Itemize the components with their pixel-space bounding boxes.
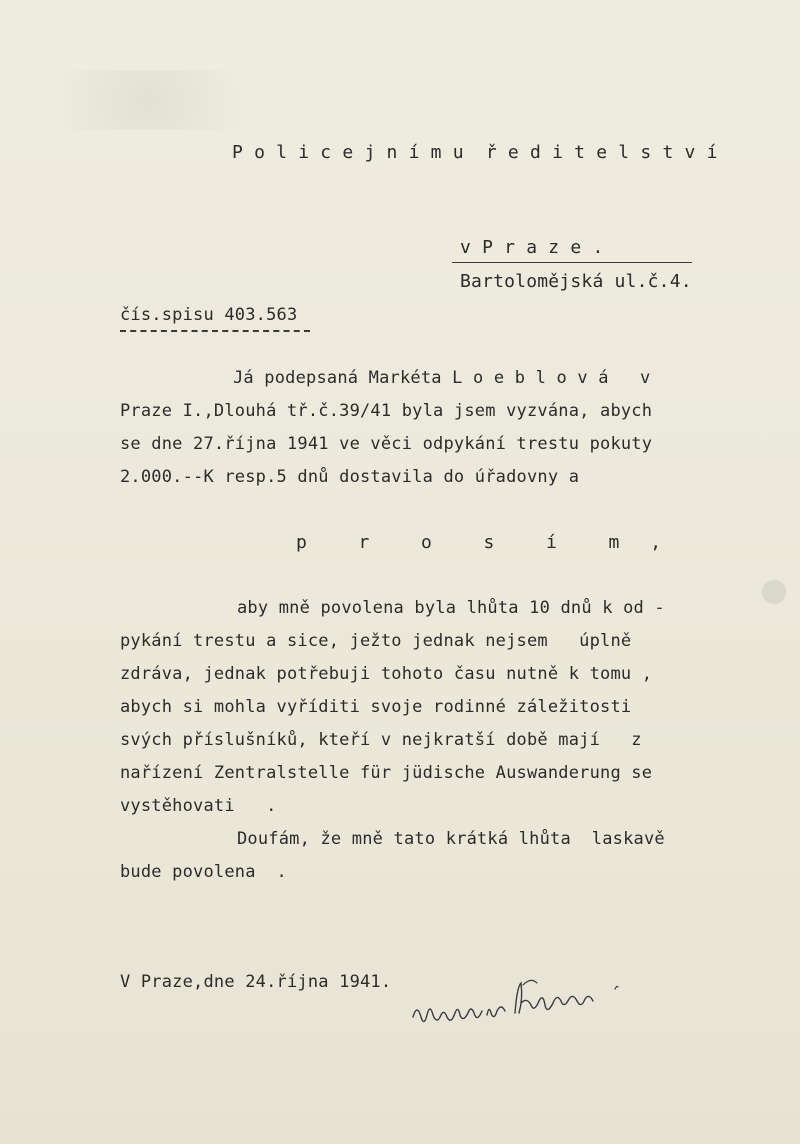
addressee-office: P o l i c e j n í m u ř e d i t e l s t v í (232, 142, 718, 163)
intro-line-1: Já podepsaná Markéta L o e b l o v á v (233, 368, 651, 388)
handwritten-signature (405, 975, 635, 1035)
main-line-6: nařízení Zentralstelle für jüdische Auswanderung se (120, 763, 653, 783)
date-line: V Praze,dne 24.října 1941. (120, 972, 392, 992)
reference-underline (120, 330, 310, 332)
main-line-7: vystěhovati . (120, 796, 277, 816)
intro-line-4: 2.000.--K resp.5 dnů dostavila do úřadovny a (120, 467, 580, 487)
main-line-5: svých příslušníků, kteří v nejkratší době mají z (120, 730, 642, 750)
main-line-3: zdráva, jednak potřebuji tohoto času nutně k tomu , (120, 664, 653, 684)
addressee-city: v P r a z e . (460, 237, 604, 258)
closing-line-1: Doufám, že mně tato krátká lhůta laskavě (237, 829, 665, 849)
closing-line-2: bude povolena . (120, 862, 287, 882)
city-underline (452, 262, 692, 263)
signature-strokes (405, 975, 635, 1035)
file-reference: čís.spisu 403.563 (120, 305, 298, 325)
request-word: p r o s í m , (296, 532, 672, 553)
intro-line-3: se dne 27.října 1941 ve věci odpykání trestu pokuty (120, 434, 653, 454)
main-line-2: pykání trestu a sice, ježto jednak nejsem úplně (120, 631, 632, 651)
intro-line-2: Praze I.,Dlouhá tř.č.39/41 byla jsem vyzvána, abych (120, 401, 653, 421)
paper-blot (762, 580, 786, 604)
addressee-street: Bartolomějská ul.č.4. (460, 271, 692, 292)
main-line-4: abych si mohla vyříditi svoje rodinné záležitosti (120, 697, 632, 717)
main-line-1: aby mně povolena byla lhůta 10 dnů k od - (237, 598, 665, 618)
faded-stamp-mark (60, 70, 280, 130)
